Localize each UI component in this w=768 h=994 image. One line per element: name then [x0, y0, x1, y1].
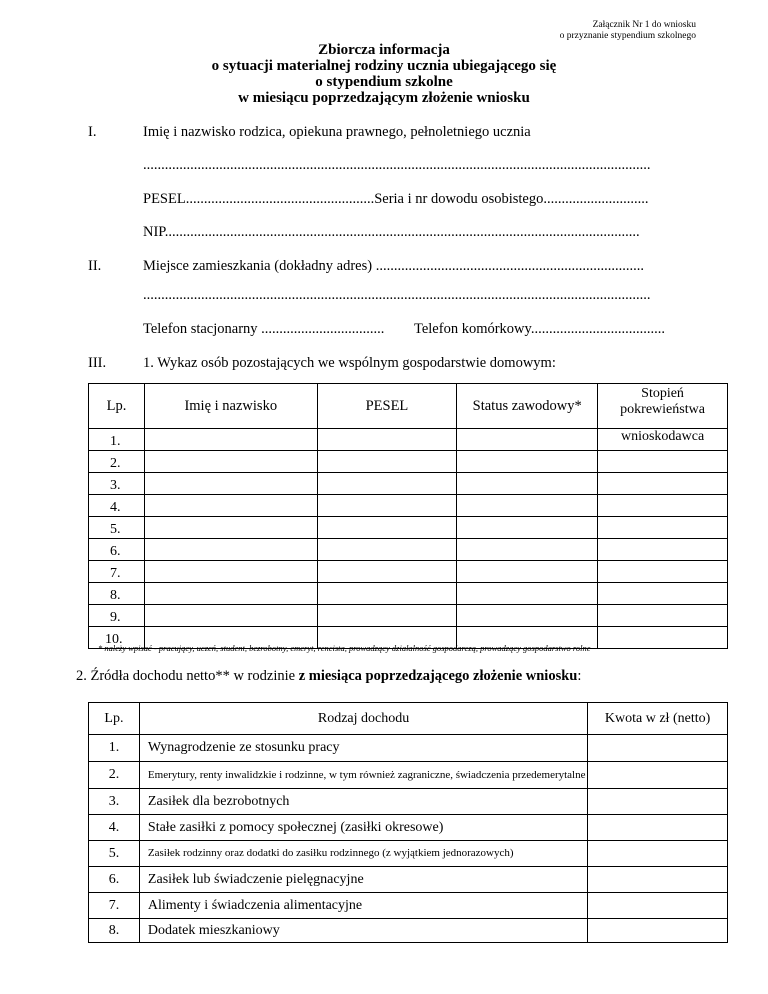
income-type: Zasiłek lub świadczenie pielęgnacyjne: [139, 867, 587, 893]
household-header-pesel: PESEL: [317, 384, 457, 429]
name-cell[interactable]: [144, 517, 317, 539]
status-cell[interactable]: [457, 429, 598, 451]
annex-line-1: Załącznik Nr 1 do wniosku: [592, 20, 696, 30]
relation-cell[interactable]: [598, 561, 728, 583]
row-number: 6.: [89, 867, 140, 893]
table-row: [89, 495, 728, 517]
relation-cell[interactable]: wnioskodawca: [598, 429, 728, 451]
amount-cell[interactable]: [588, 815, 728, 841]
name-cell[interactable]: [144, 451, 317, 473]
amount-cell[interactable]: [588, 893, 728, 919]
income-type: Dodatek mieszkaniowy: [139, 919, 587, 943]
table-row: [89, 893, 728, 919]
table-row: [89, 517, 728, 539]
section-1-number: I.: [88, 124, 97, 140]
household-header-status: Status zawodowy*: [457, 384, 598, 429]
relation-cell[interactable]: [598, 605, 728, 627]
pesel-cell[interactable]: [317, 583, 457, 605]
status-footnote: * należy wpisać - pracujący, uczeń, student, bezrobotny, emeryt, rencista, prowadzący działalność gospodarczą, prowadzący gospodarstwo rolne: [98, 643, 591, 653]
row-number: 3.: [89, 473, 145, 495]
row-number: 4.: [89, 815, 140, 841]
title-line-4: w miesiącu poprzedzającym złożenie wniosku: [238, 90, 530, 106]
row-number: 1.: [89, 735, 140, 762]
income-header-amount: Kwota w zł (netto): [588, 703, 728, 735]
pesel-cell[interactable]: [317, 473, 457, 495]
name-cell[interactable]: [144, 495, 317, 517]
table-row: [89, 867, 728, 893]
row-number: 2.: [89, 762, 140, 789]
row-number: 8.: [89, 583, 145, 605]
pesel-cell[interactable]: [317, 517, 457, 539]
income-type: Stałe zasiłki z pomocy społecznej (zasiłki okresowe): [139, 815, 587, 841]
name-cell[interactable]: [144, 473, 317, 495]
row-number: 7.: [89, 893, 140, 919]
table-row: [89, 429, 728, 451]
relation-cell[interactable]: [598, 495, 728, 517]
table-row: [89, 735, 728, 762]
row-number: 4.: [89, 495, 145, 517]
relation-cell[interactable]: [598, 583, 728, 605]
table-row: [89, 451, 728, 473]
income-heading-suffix: :: [577, 668, 582, 684]
row-number: 6.: [89, 539, 145, 561]
status-cell[interactable]: [457, 451, 598, 473]
table-row: [89, 605, 728, 627]
section-3-number: III.: [88, 355, 107, 371]
status-cell[interactable]: [457, 539, 598, 561]
phone-mobile-field[interactable]: Telefon komórkowy.....................................: [414, 321, 665, 337]
name-cell[interactable]: [144, 583, 317, 605]
relation-header-line-1: Stopień: [641, 386, 684, 401]
income-heading-prefix: 2. Źródła dochodu netto** w rodzinie: [76, 668, 299, 684]
status-cell[interactable]: [457, 495, 598, 517]
amount-cell[interactable]: [588, 735, 728, 762]
row-number: 8.: [89, 919, 140, 943]
household-header-name: Imię i nazwisko: [144, 384, 317, 429]
household-table: [88, 383, 728, 649]
income-header-lp: Lp.: [89, 703, 140, 735]
row-number: 2.: [89, 451, 145, 473]
income-type: Alimenty i świadczenia alimentacyjne: [139, 893, 587, 919]
pesel-cell[interactable]: [317, 451, 457, 473]
pesel-cell[interactable]: [317, 605, 457, 627]
relation-header-line-2: pokrewieństwa: [620, 402, 705, 417]
row-number: 9.: [89, 605, 145, 627]
address-continuation-field[interactable]: ............................................................................................................................................: [143, 287, 651, 303]
status-cell[interactable]: [457, 517, 598, 539]
household-header-lp: Lp.: [89, 384, 145, 429]
status-cell[interactable]: [457, 605, 598, 627]
income-heading: [76, 668, 581, 685]
name-cell[interactable]: [144, 561, 317, 583]
relation-cell[interactable]: [598, 451, 728, 473]
table-row: [89, 815, 728, 841]
pesel-cell[interactable]: [317, 495, 457, 517]
section-2-number: II.: [88, 258, 102, 274]
phone-fixed-field[interactable]: Telefon stacjonarny ..................................: [143, 321, 385, 337]
name-cell[interactable]: [144, 605, 317, 627]
title-line-3: o stypendium szkolne: [315, 74, 453, 90]
row-number: 5.: [89, 841, 140, 867]
income-header-type: Rodzaj dochodu: [139, 703, 587, 735]
name-cell[interactable]: [144, 539, 317, 561]
section-1-label: Imię i nazwisko rodzica, opiekuna prawnego, pełnoletniego ucznia: [143, 124, 531, 140]
title-line-1: Zbiorcza informacja: [318, 42, 450, 58]
table-row: [89, 561, 728, 583]
table-row: [89, 762, 728, 789]
row-number: 3.: [89, 789, 140, 815]
table-row: [89, 789, 728, 815]
amount-cell[interactable]: [588, 762, 728, 789]
income-type: Emerytury, renty inwalidzkie i rodzinne, w tym również zagraniczne, świadczenia przedemerytalne: [139, 762, 587, 789]
table-row: [89, 841, 728, 867]
pesel-id-field[interactable]: PESEL....................................................Seria i nr dowodu osobistego.............................: [143, 191, 649, 207]
annex-note: [560, 20, 696, 42]
address-field[interactable]: Miejsce zamieszkania (dokładny adres) ..........................................................................: [143, 258, 644, 274]
status-cell[interactable]: [457, 473, 598, 495]
pesel-cell[interactable]: [317, 539, 457, 561]
relation-cell[interactable]: [598, 539, 728, 561]
relation-cell[interactable]: [598, 627, 728, 649]
amount-cell[interactable]: [588, 841, 728, 867]
row-number: 1.: [89, 429, 145, 451]
amount-cell[interactable]: [588, 789, 728, 815]
row-number: 10.: [89, 627, 145, 649]
section-3-label: 1. Wykaz osób pozostających we wspólnym gospodarstwie domowym:: [143, 355, 556, 371]
household-header-relation: [598, 384, 728, 429]
amount-cell[interactable]: [588, 867, 728, 893]
amount-cell[interactable]: [588, 919, 728, 943]
row-number: 5.: [89, 517, 145, 539]
pesel-cell[interactable]: [317, 561, 457, 583]
income-heading-bold: z miesiąca poprzedzającego złożenie wniosku: [298, 668, 578, 684]
income-header-row: [89, 703, 728, 735]
relation-cell[interactable]: [598, 473, 728, 495]
table-row: [89, 539, 728, 561]
row-number: 7.: [89, 561, 145, 583]
table-row: [89, 473, 728, 495]
income-table: [88, 702, 728, 943]
status-cell[interactable]: [457, 561, 598, 583]
income-type: Zasiłek dla bezrobotnych: [139, 789, 587, 815]
table-row: [89, 919, 728, 943]
annex-line-2: o przyznanie stypendium szkolnego: [559, 31, 696, 41]
document-title: [0, 42, 768, 106]
nip-field[interactable]: NIP...................................................................................................................................: [143, 224, 640, 240]
income-type: Wynagrodzenie ze stosunku pracy: [139, 735, 587, 762]
section-1-name-field[interactable]: ............................................................................................................................................: [143, 157, 651, 173]
income-type: Zasiłek rodzinny oraz dodatki do zasiłku rodzinnego (z wyjątkiem jednorazowych): [139, 841, 587, 867]
pesel-cell[interactable]: [317, 429, 457, 451]
name-cell[interactable]: [144, 429, 317, 451]
status-cell[interactable]: [457, 583, 598, 605]
household-header-row: [89, 384, 728, 429]
table-row: [89, 583, 728, 605]
title-line-2: o sytuacji materialnej rodziny ucznia ubiegającego się: [211, 58, 557, 74]
relation-cell[interactable]: [598, 517, 728, 539]
